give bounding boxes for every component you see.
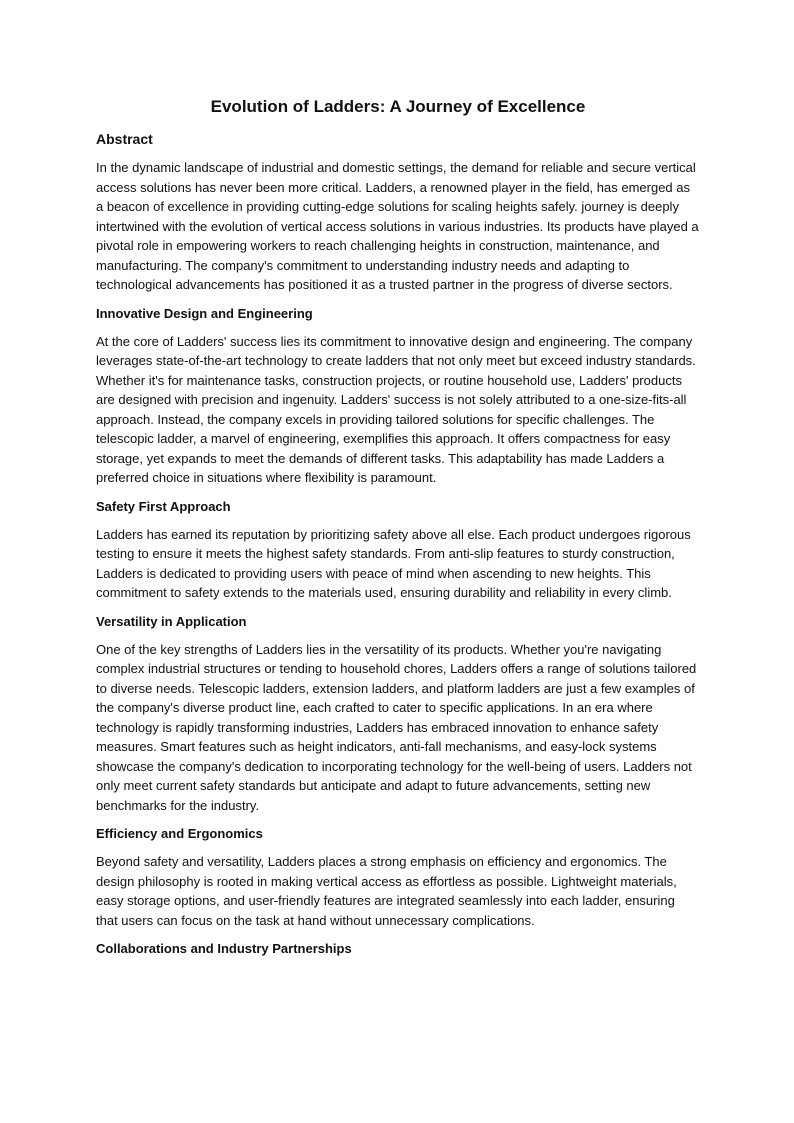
section-text-efficiency: Beyond safety and versatility, Ladders places a strong emphasis on efficiency and ergonomics. The design philosophy is rooted in making vertical access as effortless as possible. Lightweight materials, easy storage options, and user-friendly features are integrated seamlessly into each ladder, ensuring that users can focus on the task at hand without unnecessary complications. — [96, 854, 677, 928]
section-heading-safety-first: Safety First Approach — [96, 498, 231, 514]
abstract-heading: Abstract — [96, 131, 153, 147]
section-text-innovative-design: At the core of Ladders' success lies its commitment to innovative design and engineering. The company leverages state-of-the-art technology to create ladders that not only meet but exceed industry standards. Whether it's for maintenance tasks, construction projects, or routine household use, Ladders' products are designed with precision and ingenuity. Ladders' success is not solely attributed to a one-size-fits-all approach. Instead, the company excels in providing tailored solutions for specific challenges. The telescopic ladder, a marvel of engineering, exemplifies this approach. It offers compactness for easy storage, yet expands to meet the demands of different tasks. This adaptability has made Ladders a preferred choice in situations where flexibility is paramount. — [96, 333, 696, 485]
document-title: Evolution of Ladders: A Journey of Excellence — [210, 97, 586, 116]
section-heading-versatility: Versatility in Application — [96, 613, 247, 629]
section-text-versatility: One of the key strengths of Ladders lies in the versatility of its products. Whether you're navigating complex industrial structures or tending to household chores, Ladders offers a range of solutions tailored to diverse needs. Telescopic ladders, extension ladders, and platform ladders are just a few examples of the company's diverse product line, each crafted to cater to specific applications. In an era where technology is rapidly transforming industries, Ladders has embraced innovation to enhance safety measures. Smart features such as height indicators, anti-fall mechanisms, and easy-lock systems showcase the company's dedication to incorporating technology for the well-being of users. Ladders not only meet current safety standards but anticipate and adapt to future advancements, setting new benchmarks for the industry. — [96, 641, 697, 813]
section-heading-collaborations: Collaborations and Industry Partnerships — [96, 941, 352, 956]
abstract-text: In the dynamic landscape of industrial and domestic settings, the demand for reliable and secure vertical access solutions has never been more critical. Ladders, a renowned player in the field, has emerged as a beacon of excellence in providing cutting-edge solutions for scaling heights safely. journey is deeply intertwined with the evolution of vertical access solutions in various industries. Its products have played a pivotal role in empowering workers to reach challenging heights in construction, maintenance, and manufacturing. The company's commitment to understanding industry needs and adapting to technological advancements has positioned it as a trusted partner in the progress of diverse sectors. — [96, 160, 699, 292]
section-heading-innovative-design: Innovative Design and Engineering — [96, 305, 313, 321]
section-heading-efficiency: Efficiency and Ergonomics — [96, 826, 263, 841]
document-page — [96, 96, 700, 967]
section-text-safety-first: Ladders has earned its reputation by prioritizing safety above all else. Each product undergoes rigorous testing to ensure it meets the highest safety standards. From anti-slip features to sturdy construction, Ladders is dedicated to providing users with peace of mind when ascending to new heights. This commitment to safety extends to the materials used, ensuring durability and reliability in every climb. — [96, 526, 691, 600]
